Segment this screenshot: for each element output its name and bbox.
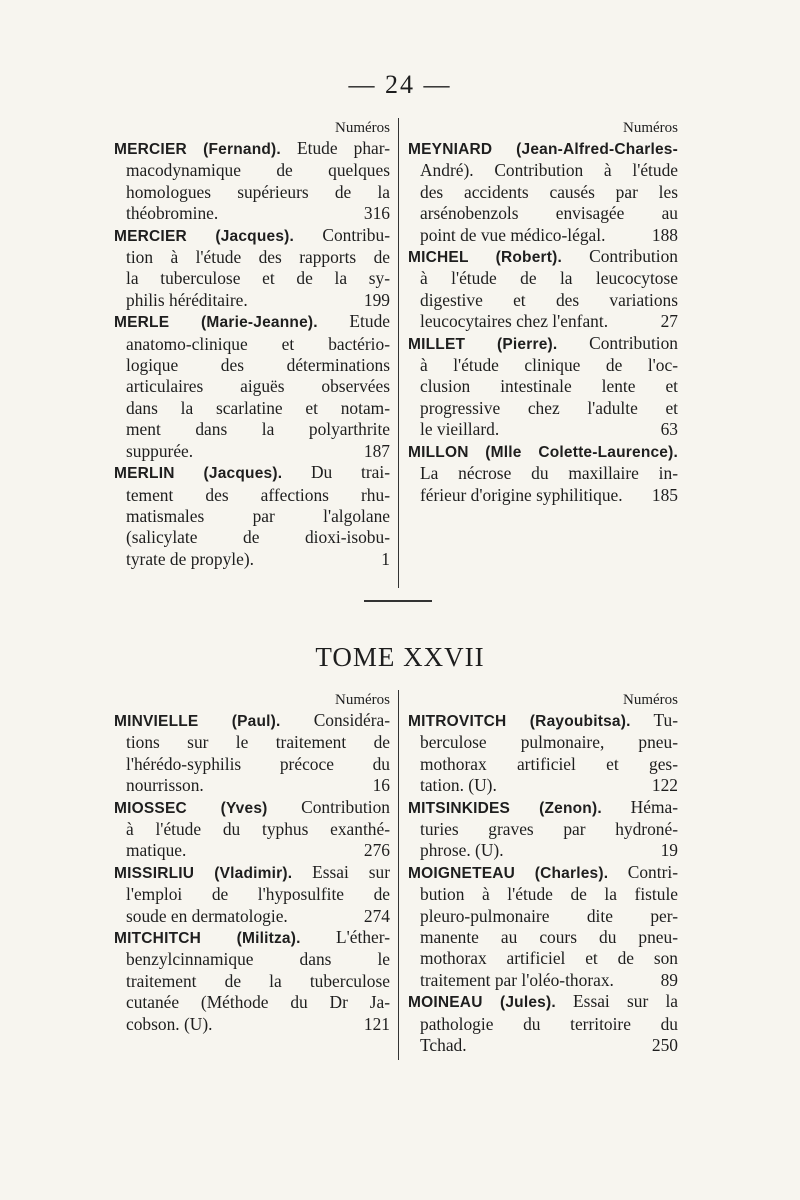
author-name: MINVIELLE (Paul). (114, 713, 281, 730)
column-header: Numéros (623, 692, 678, 708)
entries (114, 710, 390, 1035)
title-text: Contribution (267, 796, 390, 817)
right-column (408, 690, 678, 1060)
thesis-number: 121 (363, 1013, 390, 1034)
entry-line (114, 138, 390, 160)
column-divider (398, 690, 399, 1060)
entry-line: cutanée (Méthode du Dr Ja- (126, 992, 390, 1013)
entry-line: bution à l'étude de la fistule (420, 884, 678, 905)
thesis-number: 250 (651, 1035, 678, 1056)
title-text: Tu- (630, 710, 678, 730)
index-entry (408, 333, 678, 441)
entry-line: la tuberculose et de la sy- (126, 268, 390, 289)
index-entry (408, 441, 678, 506)
entry-line: tation. (U). (420, 775, 497, 796)
title-text: Du trai- (282, 462, 390, 483)
title-text: Contri- (608, 861, 678, 882)
entry-line: dans la scarlatine et notam- (126, 397, 390, 418)
entry-line: tement des affections rhu- (126, 484, 390, 505)
entry-line: clusion intestinale lente et (420, 376, 678, 397)
entry-line: tions sur le traitement de (126, 732, 390, 753)
entry-line (408, 797, 678, 819)
index-entry (114, 710, 390, 797)
thesis-number: 27 (660, 311, 678, 332)
index-entry (114, 862, 390, 927)
thesis-number: 274 (363, 905, 390, 926)
author-name: MERCIER (Jacques). (114, 227, 295, 245)
entry-line: matique. (126, 840, 187, 861)
entry-line (114, 710, 390, 732)
entry-line: philis héréditaire. (126, 289, 248, 310)
entry-line (114, 311, 390, 333)
entry-line: suppurée. (126, 440, 194, 461)
entry-line: traitement par l'oléo-thorax. (420, 969, 614, 990)
author-name: MERCIER (Fernand). (114, 141, 281, 158)
entry-line: arsénobenzols envisagée au (420, 203, 678, 224)
thesis-number: 16 (372, 775, 390, 796)
entry-line (408, 246, 678, 268)
entry-line (408, 862, 678, 884)
author-name: MILLON (Mlle Colette-Laurence). (408, 443, 678, 461)
entry-line: articulaires aiguës observées (126, 376, 390, 397)
entry-line (408, 333, 678, 355)
entry-line: cobson. (U). (126, 1013, 213, 1034)
thesis-number: 199 (363, 289, 390, 310)
column-divider (398, 118, 399, 588)
title-text: Etude phar- (280, 138, 390, 158)
author-name: MICHEL (Robert). (408, 249, 562, 267)
entries (114, 138, 390, 570)
thesis-number: 89 (660, 969, 678, 990)
entry-line: des accidents causés par les (420, 181, 678, 202)
entry-line: Tchad. (420, 1035, 467, 1056)
author-name: MITSINKIDES (Zenon). (408, 799, 602, 817)
author-name: MITCHITCH (Militza). (114, 930, 301, 948)
entry-line: férieur d'origine syphilitique. (420, 484, 623, 505)
entry-line: André). Contribution à l'étude (420, 160, 678, 181)
entry-line (408, 138, 678, 160)
entry-line: mothorax artificiel et ges- (420, 753, 678, 774)
left-column (114, 690, 390, 1060)
entry-line: pathologie du territoire du (420, 1013, 678, 1034)
index-entry (408, 991, 678, 1056)
entry-line: phrose. (U). (420, 840, 504, 861)
entry-line: turies graves par hydroné- (420, 819, 678, 840)
entry-line: pleuro-pulmonaire dite per- (420, 905, 678, 926)
entry-line (408, 991, 678, 1013)
entry-line: tyrate de propyle). (126, 548, 254, 569)
entries (408, 710, 678, 1057)
title-text: Héma- (601, 796, 678, 817)
title-text: Contribu- (294, 224, 390, 245)
index-section-tome-xxvii (0, 690, 800, 1060)
thesis-number: 276 (363, 840, 390, 861)
entry-line: nourrisson. (126, 775, 204, 796)
entries (408, 138, 678, 506)
entry-line: (salicylate de dioxi-isobu- (126, 527, 390, 548)
entry-line: berculose pulmonaire, pneu- (420, 732, 678, 753)
entry-line (114, 225, 390, 247)
thesis-number: 63 (660, 419, 678, 440)
column-header: Numéros (335, 692, 390, 708)
entry-line: l'hérédo-syphilis précoce du (126, 753, 390, 774)
entry-line: digestive et des variations (420, 289, 678, 310)
index-section-tome-xxvi (0, 118, 800, 588)
title-text: Considéra- (280, 710, 390, 730)
right-column (408, 118, 678, 588)
author-name: MERLE (Marie-Jeanne). (114, 314, 318, 332)
index-entry (408, 710, 678, 797)
entry-line: traitement de la tuberculose (126, 970, 390, 991)
thesis-number: 188 (651, 224, 678, 245)
entry-line (408, 710, 678, 732)
entry-line: logique des déterminations (126, 355, 390, 376)
index-entry (408, 797, 678, 862)
left-column (114, 118, 390, 588)
author-name: MILLET (Pierre). (408, 335, 558, 353)
entry-line: soude en dermatologie. (126, 905, 288, 926)
entry-line (114, 927, 390, 949)
entry-line: manente au cours du pneu- (420, 927, 678, 948)
entry-line (114, 462, 390, 484)
entry-line: progressive chez l'adulte et (420, 397, 678, 418)
index-entry (408, 246, 678, 333)
entry-line (408, 441, 678, 463)
entry-line: à l'étude de la leucocytose (420, 268, 678, 289)
column-header: Numéros (335, 120, 390, 136)
column-header: Numéros (623, 120, 678, 136)
index-entry (114, 797, 390, 862)
index-entry (114, 927, 390, 1035)
author-name: MEYNIARD (Jean-Alfred-Charles- (408, 141, 678, 158)
entry-line: l'emploi de l'hyposulfite de (126, 884, 390, 905)
entry-line: La nécrose du maxillaire in- (420, 463, 678, 484)
thesis-number: 1 (381, 548, 390, 569)
thesis-number: 185 (651, 484, 678, 505)
entry-line (114, 797, 390, 819)
author-name: MITROVITCH (Rayoubitsa). (408, 713, 631, 730)
author-name: MISSIRLIU (Vladimir). (114, 864, 293, 882)
entry-line: mothorax artificiel et de son (420, 948, 678, 969)
index-entry (114, 225, 390, 312)
author-name: MOIGNETEAU (Charles). (408, 864, 609, 882)
entry-line: tion à l'étude des rapports de (126, 247, 390, 268)
entry-line: théobromine. (126, 203, 219, 224)
thesis-number: 187 (363, 440, 390, 461)
entry-line: anatomo-clinique et bactério- (126, 333, 390, 354)
section-divider-rule (364, 600, 432, 602)
thesis-number: 19 (660, 840, 678, 861)
index-entry (114, 138, 390, 225)
entry-line: point de vue médico-légal. (420, 224, 606, 245)
thesis-number: 316 (363, 203, 390, 224)
entry-line: macodynamique de quelques (126, 160, 390, 181)
tome-title: TOME XXVII (315, 642, 485, 672)
index-entry (408, 862, 678, 991)
entry-line: à l'étude clinique de l'oc- (420, 355, 678, 376)
index-entry (114, 462, 390, 570)
title-text: Essai sur la (555, 991, 679, 1012)
title-text: Essai sur (292, 861, 390, 882)
title-text: Contribution (557, 332, 678, 353)
title-text: Etude (317, 311, 390, 332)
title-text: L'éther- (300, 927, 390, 948)
author-name: MOINEAU (Jules). (408, 994, 556, 1012)
author-name: MERLIN (Jacques). (114, 465, 283, 483)
entry-line: leucocytaires chez l'enfant. (420, 311, 609, 332)
index-entry (114, 311, 390, 462)
entry-line: le vieillard. (420, 419, 500, 440)
entry-line: matismales par l'algolane (126, 505, 390, 526)
entry-line: benzylcinnamique dans le (126, 949, 390, 970)
entry-line: à l'étude du typhus exanthé- (126, 819, 390, 840)
thesis-number: 122 (651, 775, 678, 796)
entry-line: homologues supérieurs de la (126, 181, 390, 202)
title-text: Contribution (561, 246, 678, 267)
entry-line (114, 862, 390, 884)
page-number: — 24 — (348, 70, 452, 99)
entry-line: ment dans la polyarthrite (126, 419, 390, 440)
author-name: MIOSSEC (Yves) (114, 799, 268, 817)
index-entry (408, 138, 678, 246)
